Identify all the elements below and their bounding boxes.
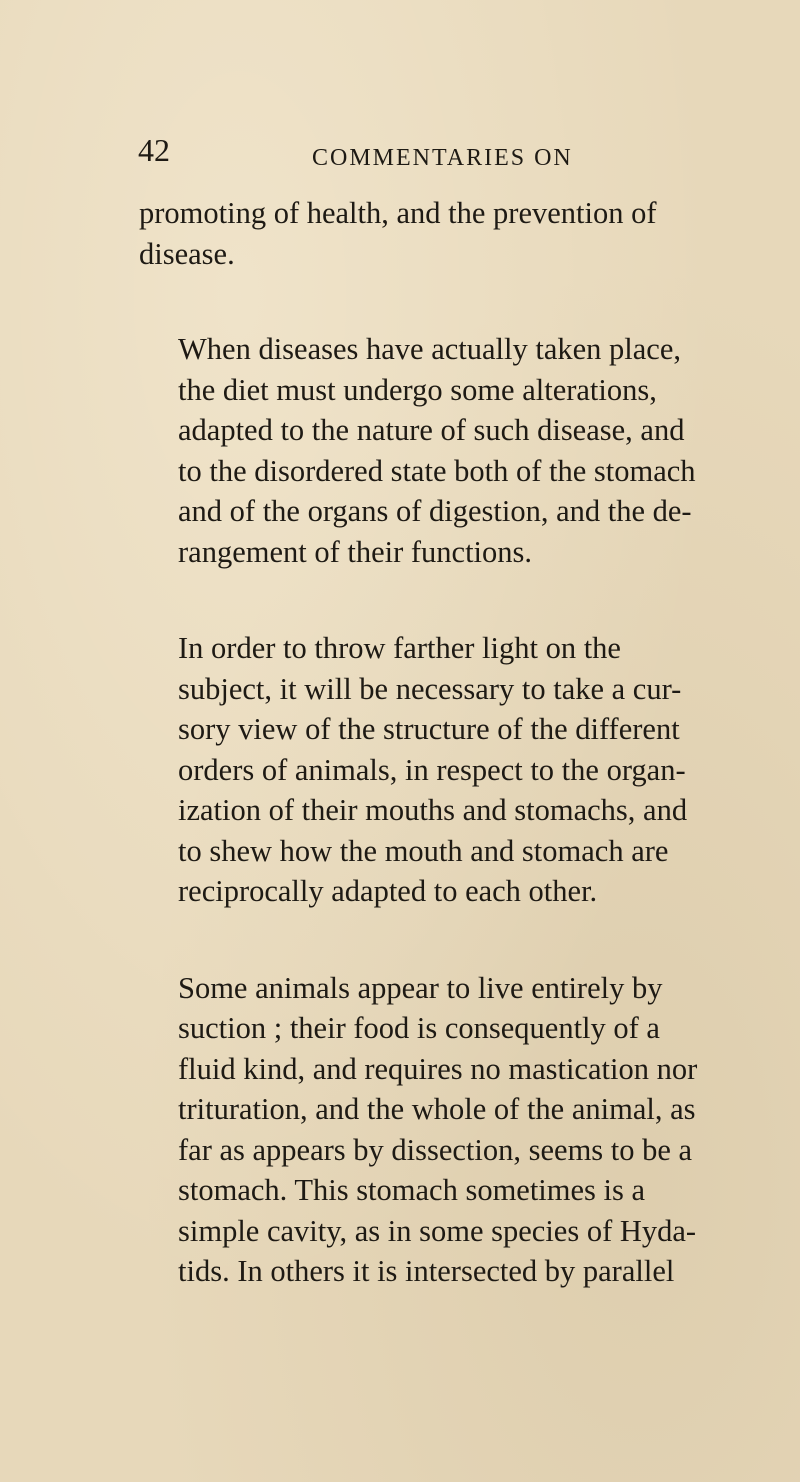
text-line: ization of their mouths and stomachs, and	[178, 793, 688, 827]
text-line: suction ; their food is consequently of a	[178, 1011, 660, 1045]
text-line: adapted to the nature of such disease, and	[178, 413, 685, 447]
paragraph-diseases-diet	[139, 329, 789, 572]
text-line: fluid kind, and requires no mastication nor	[178, 1051, 698, 1086]
text-line: to shew how the mouth and stomach are	[178, 833, 669, 868]
text-line: orders of animals, in respect to the organ-	[178, 752, 686, 787]
text-line: promoting of health, and the prevention of	[139, 196, 657, 230]
text-line: Some animals appear to live entirely by	[178, 970, 663, 1005]
text-line: sory view of the structure of the different	[178, 712, 680, 746]
text-line: stomach. This stomach sometimes is a	[178, 1173, 646, 1207]
running-head: COMMENTARIES ON	[312, 145, 573, 171]
text-line: In order to throw farther light on the	[178, 631, 621, 665]
paragraph-structure-of-animals	[139, 628, 789, 912]
text-line: and of the organs of digestion, and the de-	[178, 494, 692, 528]
text-line: tids. In others it is intersected by parallel	[178, 1254, 675, 1288]
text-line: disease.	[139, 236, 235, 271]
body-text	[139, 193, 789, 1292]
text-line: the diet must undergo some alterations,	[178, 372, 657, 407]
text-line: to the disordered state both of the stomach	[178, 453, 696, 488]
text-line: trituration, and the whole of the animal, as	[178, 1092, 696, 1126]
text-line: reciprocally adapted to each other.	[178, 874, 598, 908]
text-line: When diseases have actually taken place,	[178, 332, 682, 366]
text-line: rangement of their functions.	[178, 534, 533, 569]
paragraph-continuation	[139, 193, 789, 274]
page-number: 42	[138, 132, 170, 168]
text-line: subject, it will be necessary to take a cur-	[178, 671, 682, 706]
text-line: far as appears by dissection, seems to be a	[178, 1132, 693, 1167]
text-line: simple cavity, as in some species of Hyda-	[178, 1213, 697, 1248]
paragraph-suction-animals	[139, 968, 789, 1292]
